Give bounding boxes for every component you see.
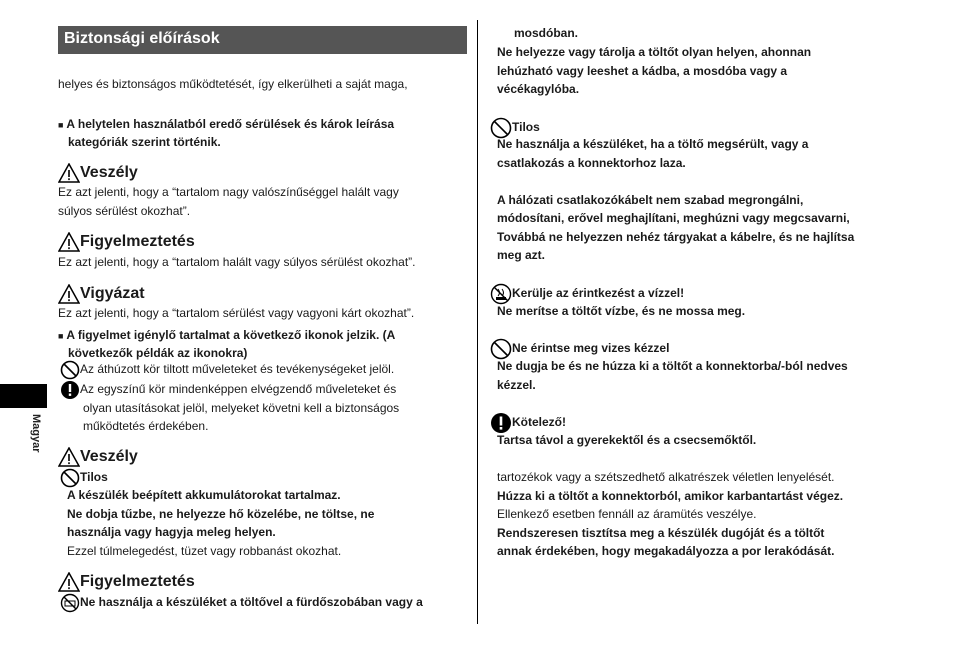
language-label: Magyar xyxy=(30,414,42,453)
danger-2-heading: Veszély xyxy=(58,447,138,467)
tail-line-5: annak érdekében, hogy megakadályozza a por lerakódását. xyxy=(497,544,835,558)
mandatory-line: Tartsa távol a gyerekektől és a csecsemőktől. xyxy=(497,433,757,447)
danger-2-line-2: Ne dobja tűzbe, ne helyezze hő közelébe, ne töltse, ne xyxy=(67,507,375,521)
danger-desc-2: súlyos sérülést okozhat”. xyxy=(58,204,191,218)
tail-line-4: Rendszeresen tisztítsa meg a készülék dugóját és a töltőt xyxy=(497,526,825,540)
tail-line-1: tartozékok vagy a szétszedhető alkatrészek véletlen lenyelését. xyxy=(497,470,835,484)
block-3-line-2: módosítani, erővel meghajlítani, meghúzni vagy megcsavarni, xyxy=(497,211,850,225)
danger-desc-1: Ez azt jelenti, hogy a “tartalom nagy valószínűséggel halált vagy xyxy=(58,185,399,199)
danger-2-consequence: Ezzel túlmelegedést, tüzet vagy robbanást okozhat. xyxy=(67,544,342,558)
section-title: Biztonsági előírások xyxy=(64,30,220,47)
prohibited-icon xyxy=(60,468,80,488)
intro-text: helyes és biztonságos működtetését, így elkerülheti a saját maga, xyxy=(58,77,408,91)
block-1-line-2: lehúzható vagy leeshet a kádba, a mosdóba vagy a xyxy=(497,64,788,78)
bullet-1-line-1: ■ A helytelen használatból eredő sérülések és károk leírása xyxy=(58,117,395,131)
water-label: Kerülje az érintkezést a vízzel! xyxy=(490,283,684,305)
bullet-1-line-2: kategóriák szerint történik. xyxy=(68,135,221,149)
section-header xyxy=(58,26,467,54)
tail-line-3: Ellenkező esetben fennáll az áramütés veszélye. xyxy=(497,507,757,521)
block-3-line-4: meg azt. xyxy=(497,248,546,262)
prohibited-icon xyxy=(60,360,80,380)
block-1-line-1: Ne helyezze vagy tárolja a töltőt olyan helyen, ahonnan xyxy=(497,45,812,59)
wet-line-1: Ne dugja be és ne húzza ki a töltőt a konnektorba/-ból nedves xyxy=(497,359,848,373)
block-3-line-1: A hálózati csatlakozókábelt nem szabad megrongálni, xyxy=(497,193,804,207)
water-line: Ne merítse a töltőt vízbe, és ne mossa meg. xyxy=(497,304,746,318)
block-3-line-3: Továbbá ne helyezzen nehéz tárgyakat a kábelre, és ne hajlítsa xyxy=(497,230,855,244)
mandatory-legend-line-3: működtetés érdekében. xyxy=(83,419,209,433)
warning-2-heading: Figyelmeztetés xyxy=(58,572,195,592)
mandatory-legend-line-1: Az egyszínű kör mindenképpen elvégzendő műveleteket és xyxy=(60,380,396,400)
warning-triangle-icon xyxy=(58,232,80,252)
no-bathroom-icon xyxy=(60,593,80,613)
warning-triangle-icon xyxy=(58,447,80,467)
warning-triangle-icon xyxy=(58,163,80,183)
bullet-2-line-2: következők példák az ikonokra) xyxy=(68,346,248,360)
wet-hands-label: Ne érintse meg vizes kézzel xyxy=(490,338,669,360)
danger-2-line-1: A készülék beépített akkumulátorokat tartalmaz. xyxy=(67,488,341,502)
danger-heading: Veszély xyxy=(58,163,138,183)
tilos-label: Tilos xyxy=(490,117,540,139)
bullet-2-line-1: ■ A figyelmet igénylő tartalmat a következő ikonok jelzik. (A xyxy=(58,328,396,342)
caution-heading: Vigyázat xyxy=(58,284,145,304)
warning-triangle-icon xyxy=(58,284,80,304)
warning-desc: Ez azt jelenti, hogy a “tartalom halált vagy súlyos sérülést okozhat”. xyxy=(58,255,416,269)
block-2-line-1: Ne használja a készüléket, ha a töltő megsérült, vagy a xyxy=(497,137,809,151)
warning-triangle-icon xyxy=(58,572,80,592)
right-continuation: mosdóban. xyxy=(514,26,579,40)
prohibited-legend: Az áthúzott kör tiltott műveleteket és tevékenységeket jelöl. xyxy=(60,360,394,380)
danger-2-tilos: Tilos xyxy=(60,468,108,488)
caution-desc: Ez azt jelenti, hogy a “tartalom sérülést vagy vagyoni kárt okozhat”. xyxy=(58,306,415,320)
block-1-line-3: vécékagylóba. xyxy=(497,82,580,96)
warning-heading: Figyelmeztetés xyxy=(58,232,195,252)
mandatory-label: Kötelező! xyxy=(490,412,566,434)
danger-2-line-3: használja vagy hagyja meleg helyen. xyxy=(67,525,276,539)
column-divider xyxy=(477,20,478,624)
tail-line-2: Húzza ki a töltőt a konnektorból, amikor karbantartást végez. xyxy=(497,489,844,503)
warning-2-line: Ne használja a készüléket a töltővel a fürdőszobában vagy a xyxy=(60,593,423,613)
mandatory-icon xyxy=(60,380,80,400)
wet-line-2: kézzel. xyxy=(497,378,536,392)
mandatory-legend-line-2: olyan utasításokat jelöl, melyeket követni kell a biztonságos xyxy=(83,401,400,415)
block-2-line-2: csatlakozás a konnektorhoz laza. xyxy=(497,156,686,170)
language-tab xyxy=(0,384,47,408)
